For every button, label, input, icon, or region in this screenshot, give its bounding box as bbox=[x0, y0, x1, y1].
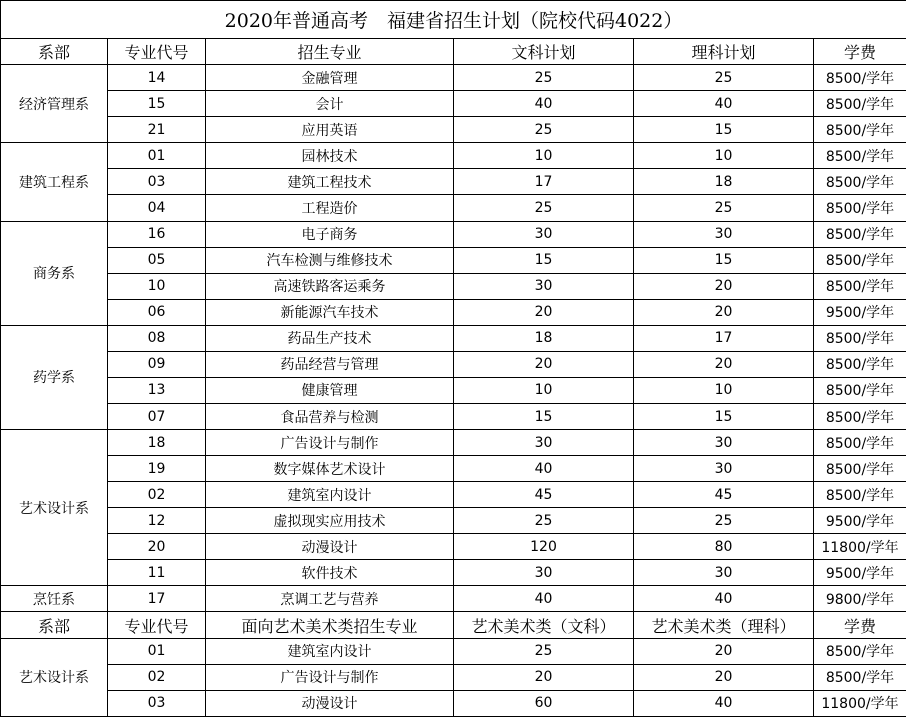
table-row bbox=[1, 560, 906, 586]
arts-plan-cell: 30 bbox=[454, 273, 634, 299]
major-code-cell: 01 bbox=[108, 143, 206, 169]
table-row bbox=[1, 143, 906, 169]
table-row bbox=[1, 508, 906, 534]
table-row bbox=[1, 534, 906, 560]
arts-plan-cell: 30 bbox=[454, 430, 634, 456]
major-code-cell: 04 bbox=[108, 195, 206, 221]
dept-cell: 艺术设计系 bbox=[1, 430, 108, 586]
title-row bbox=[1, 1, 906, 39]
dept-cell: 商务系 bbox=[1, 221, 108, 325]
science-plan-cell: 15 bbox=[634, 403, 814, 429]
tuition-cell: 8500/学年 bbox=[814, 377, 906, 403]
science-plan-cell: 80 bbox=[634, 534, 814, 560]
header-code: 专业代号 bbox=[108, 612, 206, 638]
major-name-cell: 广告设计与制作 bbox=[206, 430, 454, 456]
table-row bbox=[1, 195, 906, 221]
tuition-cell: 8500/学年 bbox=[814, 143, 906, 169]
science-plan-cell: 25 bbox=[634, 195, 814, 221]
arts-plan-cell: 40 bbox=[454, 586, 634, 612]
major-code-cell: 17 bbox=[108, 586, 206, 612]
table-row bbox=[1, 430, 906, 456]
header-art-major: 面向艺术美术类招生专业 bbox=[206, 612, 454, 638]
major-code-cell: 13 bbox=[108, 377, 206, 403]
header-code: 专业代号 bbox=[108, 39, 206, 65]
arts-plan-cell: 10 bbox=[454, 143, 634, 169]
tuition-cell: 8500/学年 bbox=[814, 403, 906, 429]
tuition-cell: 8500/学年 bbox=[814, 638, 906, 664]
major-name-cell: 高速铁路客运乘务 bbox=[206, 273, 454, 299]
arts-plan-cell: 25 bbox=[454, 638, 634, 664]
science-plan-cell: 40 bbox=[634, 91, 814, 117]
arts-plan-cell: 15 bbox=[454, 403, 634, 429]
major-name-cell: 动漫设计 bbox=[206, 534, 454, 560]
table-row bbox=[1, 690, 906, 716]
header-art-science: 艺术美术类（理科） bbox=[634, 612, 814, 638]
major-code-cell: 10 bbox=[108, 273, 206, 299]
tuition-cell: 9500/学年 bbox=[814, 560, 906, 586]
science-plan-cell: 25 bbox=[634, 65, 814, 91]
major-code-cell: 05 bbox=[108, 247, 206, 273]
header-art-arts: 艺术美术类（文科） bbox=[454, 612, 634, 638]
table-row bbox=[1, 273, 906, 299]
dept-cell: 经济管理系 bbox=[1, 65, 108, 143]
major-code-cell: 03 bbox=[108, 169, 206, 195]
major-code-cell: 19 bbox=[108, 456, 206, 482]
major-name-cell: 软件技术 bbox=[206, 560, 454, 586]
table-row bbox=[1, 169, 906, 195]
major-code-cell: 11 bbox=[108, 560, 206, 586]
tuition-cell: 8500/学年 bbox=[814, 456, 906, 482]
science-plan-cell: 20 bbox=[634, 299, 814, 325]
major-name-cell: 建筑室内设计 bbox=[206, 482, 454, 508]
dept-cell: 烹饪系 bbox=[1, 586, 108, 612]
science-plan-cell: 15 bbox=[634, 117, 814, 143]
major-name-cell: 园林技术 bbox=[206, 143, 454, 169]
tuition-cell: 8500/学年 bbox=[814, 325, 906, 351]
dept-cell: 药学系 bbox=[1, 325, 108, 429]
header-row bbox=[1, 39, 906, 65]
tuition-cell: 8500/学年 bbox=[814, 482, 906, 508]
table-row bbox=[1, 221, 906, 247]
header-arts-plan: 文科计划 bbox=[454, 39, 634, 65]
major-name-cell: 建筑室内设计 bbox=[206, 638, 454, 664]
major-code-cell: 15 bbox=[108, 91, 206, 117]
major-code-cell: 01 bbox=[108, 638, 206, 664]
science-plan-cell: 40 bbox=[634, 690, 814, 716]
major-code-cell: 03 bbox=[108, 690, 206, 716]
tuition-cell: 8500/学年 bbox=[814, 169, 906, 195]
table-row bbox=[1, 664, 906, 690]
table-row bbox=[1, 586, 906, 612]
tuition-cell: 9800/学年 bbox=[814, 586, 906, 612]
table-body bbox=[1, 1, 906, 717]
science-plan-cell: 15 bbox=[634, 247, 814, 273]
arts-plan-cell: 60 bbox=[454, 690, 634, 716]
major-code-cell: 12 bbox=[108, 508, 206, 534]
tuition-cell: 8500/学年 bbox=[814, 117, 906, 143]
tuition-cell: 8500/学年 bbox=[814, 221, 906, 247]
header-tuition: 学费 bbox=[814, 612, 906, 638]
science-plan-cell: 30 bbox=[634, 221, 814, 247]
science-plan-cell: 40 bbox=[634, 586, 814, 612]
table-row bbox=[1, 65, 906, 91]
tuition-cell: 8500/学年 bbox=[814, 430, 906, 456]
header-tuition: 学费 bbox=[814, 39, 906, 65]
dept-cell: 艺术设计系 bbox=[1, 638, 108, 716]
science-plan-cell: 10 bbox=[634, 377, 814, 403]
science-plan-cell: 20 bbox=[634, 351, 814, 377]
science-plan-cell: 18 bbox=[634, 169, 814, 195]
major-name-cell: 工程造价 bbox=[206, 195, 454, 221]
major-name-cell: 食品营养与检测 bbox=[206, 403, 454, 429]
major-name-cell: 药品经营与管理 bbox=[206, 351, 454, 377]
major-name-cell: 建筑工程技术 bbox=[206, 169, 454, 195]
major-name-cell: 健康管理 bbox=[206, 377, 454, 403]
table-row bbox=[1, 351, 906, 377]
arts-plan-cell: 20 bbox=[454, 351, 634, 377]
major-name-cell: 烹调工艺与营养 bbox=[206, 586, 454, 612]
science-plan-cell: 30 bbox=[634, 430, 814, 456]
arts-plan-cell: 40 bbox=[454, 91, 634, 117]
arts-plan-cell: 18 bbox=[454, 325, 634, 351]
major-name-cell: 汽车检测与维修技术 bbox=[206, 247, 454, 273]
major-code-cell: 18 bbox=[108, 430, 206, 456]
tuition-cell: 8500/学年 bbox=[814, 664, 906, 690]
major-code-cell: 06 bbox=[108, 299, 206, 325]
science-plan-cell: 10 bbox=[634, 143, 814, 169]
arts-plan-cell: 25 bbox=[454, 508, 634, 534]
arts-plan-cell: 17 bbox=[454, 169, 634, 195]
table-row bbox=[1, 456, 906, 482]
science-plan-cell: 20 bbox=[634, 664, 814, 690]
major-name-cell: 虚拟现实应用技术 bbox=[206, 508, 454, 534]
tuition-cell: 8500/学年 bbox=[814, 91, 906, 117]
table-title: 2020年普通高考 福建省招生计划（院校代码4022） bbox=[1, 1, 906, 39]
major-code-cell: 07 bbox=[108, 403, 206, 429]
tuition-cell: 11800/学年 bbox=[814, 690, 906, 716]
arts-plan-cell: 25 bbox=[454, 65, 634, 91]
major-code-cell: 02 bbox=[108, 664, 206, 690]
table-row bbox=[1, 482, 906, 508]
major-name-cell: 数字媒体艺术设计 bbox=[206, 456, 454, 482]
arts-plan-cell: 45 bbox=[454, 482, 634, 508]
science-plan-cell: 20 bbox=[634, 638, 814, 664]
tuition-cell: 9500/学年 bbox=[814, 508, 906, 534]
major-name-cell: 药品生产技术 bbox=[206, 325, 454, 351]
table-row bbox=[1, 377, 906, 403]
table-row bbox=[1, 325, 906, 351]
major-code-cell: 02 bbox=[108, 482, 206, 508]
tuition-cell: 8500/学年 bbox=[814, 273, 906, 299]
science-plan-cell: 45 bbox=[634, 482, 814, 508]
science-plan-cell: 30 bbox=[634, 560, 814, 586]
tuition-cell: 8500/学年 bbox=[814, 65, 906, 91]
science-plan-cell: 30 bbox=[634, 456, 814, 482]
major-code-cell: 09 bbox=[108, 351, 206, 377]
header-science-plan: 理科计划 bbox=[634, 39, 814, 65]
major-code-cell: 20 bbox=[108, 534, 206, 560]
arts-plan-cell: 30 bbox=[454, 560, 634, 586]
major-name-cell: 金融管理 bbox=[206, 65, 454, 91]
major-code-cell: 21 bbox=[108, 117, 206, 143]
tuition-cell: 11800/学年 bbox=[814, 534, 906, 560]
science-plan-cell: 25 bbox=[634, 508, 814, 534]
arts-plan-cell: 30 bbox=[454, 221, 634, 247]
major-code-cell: 14 bbox=[108, 65, 206, 91]
major-name-cell: 动漫设计 bbox=[206, 690, 454, 716]
major-name-cell: 会计 bbox=[206, 91, 454, 117]
table-row bbox=[1, 638, 906, 664]
table-row bbox=[1, 247, 906, 273]
arts-plan-cell: 25 bbox=[454, 195, 634, 221]
header-dept: 系部 bbox=[1, 612, 108, 638]
tuition-cell: 8500/学年 bbox=[814, 351, 906, 377]
tuition-cell: 8500/学年 bbox=[814, 247, 906, 273]
table-row bbox=[1, 117, 906, 143]
tuition-cell: 9500/学年 bbox=[814, 299, 906, 325]
table-row bbox=[1, 91, 906, 117]
major-name-cell: 电子商务 bbox=[206, 221, 454, 247]
arts-plan-cell: 40 bbox=[454, 456, 634, 482]
arts-plan-cell: 15 bbox=[454, 247, 634, 273]
major-code-cell: 08 bbox=[108, 325, 206, 351]
major-name-cell: 广告设计与制作 bbox=[206, 664, 454, 690]
arts-plan-cell: 20 bbox=[454, 664, 634, 690]
table-row bbox=[1, 299, 906, 325]
dept-cell: 建筑工程系 bbox=[1, 143, 108, 221]
header-dept: 系部 bbox=[1, 39, 108, 65]
tuition-cell: 8500/学年 bbox=[814, 195, 906, 221]
arts-plan-cell: 25 bbox=[454, 117, 634, 143]
major-name-cell: 新能源汽车技术 bbox=[206, 299, 454, 325]
art-header-row bbox=[1, 612, 906, 638]
arts-plan-cell: 10 bbox=[454, 377, 634, 403]
header-major: 招生专业 bbox=[206, 39, 454, 65]
table-row bbox=[1, 403, 906, 429]
arts-plan-cell: 20 bbox=[454, 299, 634, 325]
science-plan-cell: 20 bbox=[634, 273, 814, 299]
major-name-cell: 应用英语 bbox=[206, 117, 454, 143]
major-code-cell: 16 bbox=[108, 221, 206, 247]
science-plan-cell: 17 bbox=[634, 325, 814, 351]
arts-plan-cell: 120 bbox=[454, 534, 634, 560]
